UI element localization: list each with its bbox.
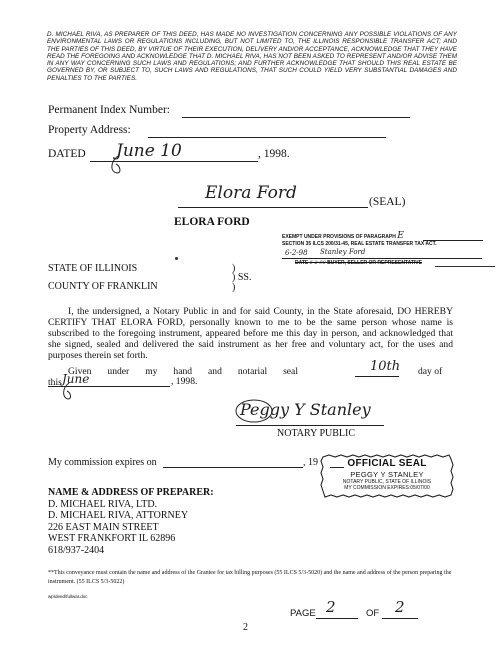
official-seal <box>326 458 448 491</box>
given-year: , 1998. <box>171 376 198 387</box>
notary-sig-line <box>236 425 384 426</box>
exempt-paragraph-hand: E <box>397 231 404 241</box>
exempt-stamp-line3: DATE 6-2-98 BUYER, SELLER OR REPRESENTATIVE <box>295 260 422 266</box>
preparer-block <box>48 499 188 556</box>
venue-county: COUNTY OF FRANKLIN <box>48 281 158 292</box>
environmental-disclaimer: D. MICHAEL RIVA, AS PREPARER OF THIS DEED, HAS MADE NO INVESTIGATION CONCERNING ANY POSSIBLE VIOLATIONS OF ANY ENVIRONMENTAL LAWS OR REGULATIONS INCLUDING, BUT NOT LIMITED TO, THE ILLINOIS RESPONSIBLE TRANSFER ACT; AND THE PARTIES OF THIS DEED, BY VIRTUE OF THEIR EXECUTION, DELIVERY AND/OR ACCEPTANCE, ACKNOWLEDGE THAT THEY HAVE READ THE FOREGOING AND ACKNOWLEDGE THAT D. MICHAEL RIVA, HAS NOT BEEN ASKED TO REPRESENT AND/OR ADVISE THEM IN ANY WAY CONCERNING SUCH LAWS AND REGULATIONS; AND FURTHER ACKNOWLEDGE THAT SHOULD THIS REAL ESTATE BE GOVERNED BY, OR SUBJECT TO, SUCH LAWS AND REGULATIONS, THAT SUCH COULD YIELD VERY SUBSTANTIAL DAMAGES AND PENALTIES TO THE PARTIES. <box>47 31 457 82</box>
pin-blank <box>182 117 410 118</box>
venue-paren-1: ) <box>232 263 236 274</box>
dated-flourish <box>108 154 126 176</box>
preparer-line: D. MICHAEL RIVA, ATTORNEY <box>48 510 189 522</box>
preparer-line: WEST FRANKFORT IL 62896 <box>48 533 176 545</box>
grantor-name: ELORA FORD <box>174 216 250 228</box>
official-seal-name: PEGGY Y STANLEY <box>350 470 424 479</box>
footnote: **This conveyance must contain the name and address of the Grantee for tax billing purposes (55 ILCS 5/3-5020) and the name and address of the person preparing the instrument. (55 ILCS 5/3-5022) <box>48 570 452 585</box>
signature-line <box>178 207 368 208</box>
given-day-blank <box>355 376 399 377</box>
notary-public-label: NOTARY PUBLIC <box>277 428 356 439</box>
document-filename: wp\deed\fullwar.doc <box>48 594 88 599</box>
exempt-date-hand: 6-2-98 <box>285 249 308 257</box>
commission-blank <box>163 467 303 468</box>
of-hand: 2 <box>395 598 405 616</box>
pin-label: Permanent Index Number: <box>48 104 170 116</box>
exempt-stamp-line2: SECTION 35 ILCS 200/31-45, REAL ESTATE TRANSFER TAX ACT. <box>282 241 437 247</box>
dated-year: , 1998. <box>258 148 290 160</box>
month-flourish <box>60 382 76 402</box>
address-label: Property Address: <box>48 124 131 136</box>
given-month-hand: June <box>62 372 90 386</box>
given-day-hand: 10th <box>370 359 401 374</box>
seal-label: (SEAL) <box>369 196 406 208</box>
notary-signature-loop <box>234 397 274 427</box>
address-blank <box>148 137 386 138</box>
notary-acknowledgment: I, the undersigned, a Notary Public in and for said County, in the State aforesaid, DO HEREBY CERTIFY THAT ELORA FORD, personally known to me to be the same person whose name is subscribed to the foregoing instrument, appeared before me this day in person, and acknowledged that she signed, sealed and delivered the said instrument as her free and voluntary act, for the uses and purposes therein set forth. <box>48 306 453 361</box>
page-label: PAGE <box>290 608 316 619</box>
grantor-signature: Elora Ford <box>205 183 297 203</box>
page-number: 2 <box>243 622 248 633</box>
page-hand: 2 <box>326 598 336 616</box>
commission-label: My commission expires on <box>48 457 157 468</box>
venue-ss: ) SS. <box>232 272 252 283</box>
dated-label: DATED <box>48 148 86 160</box>
venue-paren-2: ) <box>232 282 236 293</box>
preparer-heading: NAME & ADDRESS OF PREPARER: <box>48 487 214 498</box>
commission-year: , 19 <box>303 457 318 468</box>
dated-handwritten: June 10 <box>116 141 182 161</box>
exempt-underline <box>435 266 495 267</box>
official-seal-title: OFFICIAL SEAL <box>347 458 427 469</box>
exempt-stamp-line1: EXEMPT UNDER PROVISIONS OF PARAGRAPH E <box>282 231 404 241</box>
official-seal-line2: MY COMMISSION EXPIRES:05/07/00 <box>344 485 430 491</box>
given-text: Given under my hand and notarial seal this <box>48 366 298 388</box>
ink-dot <box>175 257 178 260</box>
given-day-of: day of <box>418 366 443 377</box>
preparer-line: D. MICHAEL RIVA, LTD. <box>48 499 158 510</box>
page-blank <box>316 618 358 619</box>
of-blank <box>382 618 418 619</box>
preparer-line: 618/937-2404 <box>48 544 105 556</box>
official-seal-line1: NOTARY PUBLIC, STATE OF ILLINOIS <box>342 479 432 485</box>
preparer-line: 226 EAST MAIN STREET <box>48 521 159 533</box>
of-label: OF <box>366 608 380 619</box>
venue-state: STATE OF ILLINOIS <box>48 263 138 274</box>
exempt-sig-hand: Stanley Ford <box>320 248 366 256</box>
notary-signature: Peggy Y Stanley <box>240 400 371 419</box>
